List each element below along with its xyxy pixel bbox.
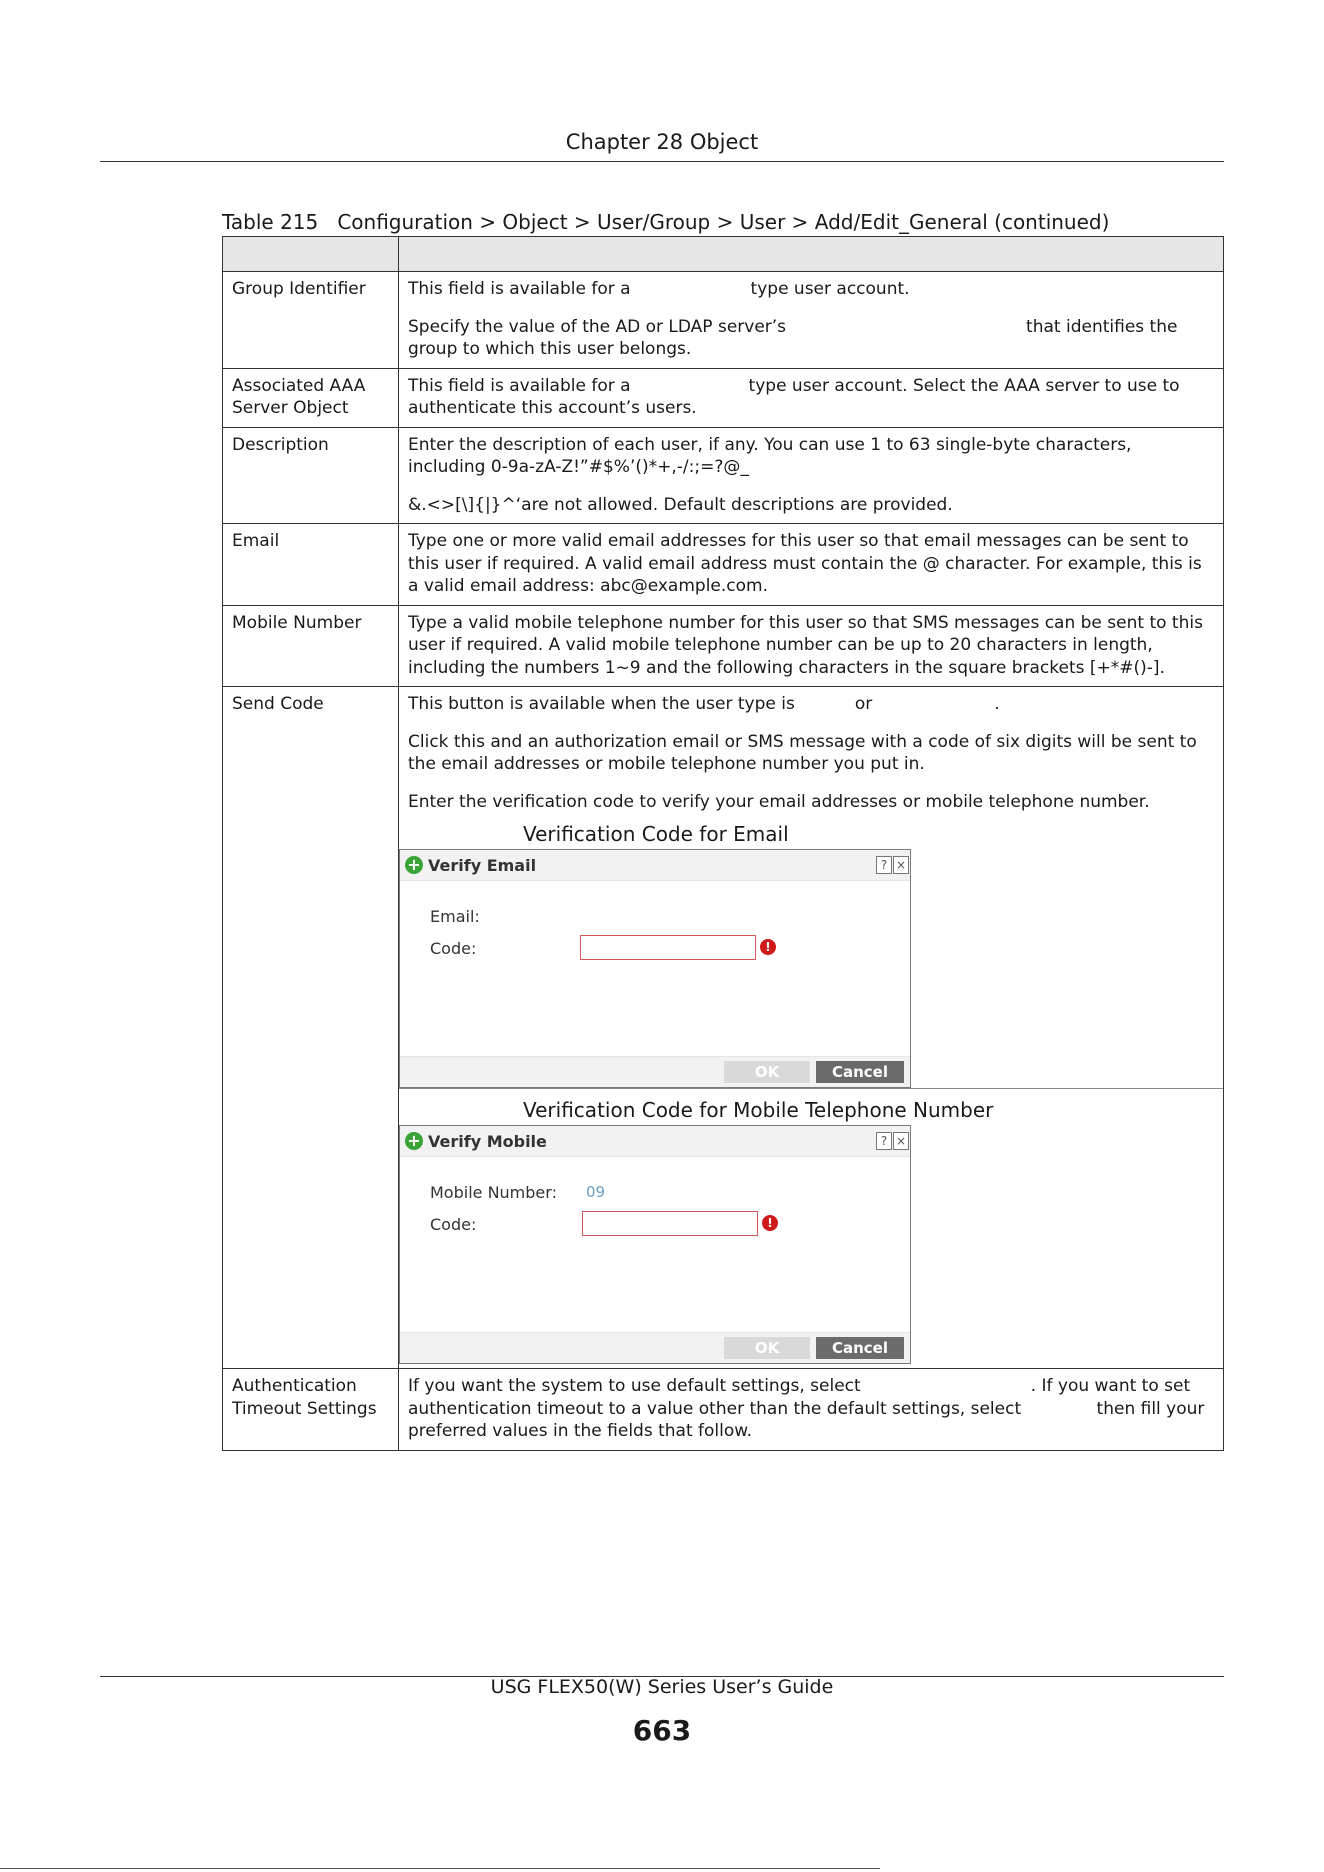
figure-title-email: Verification Code for Email [523,822,789,846]
table-row [223,524,1224,606]
table-row [223,272,1224,369]
table-row [223,1369,1224,1451]
help-icon[interactable]: ? [876,1132,892,1150]
mobile-number-label: Mobile Number: [430,1183,557,1202]
dialog-title: Verify Email [428,856,537,875]
dialog-body [400,881,910,1056]
table-row [223,605,1224,687]
row-label: Description [223,427,399,524]
description-paragraph: Type one or more valid email addresses for this user so that email messages can be sent to this user if required. A valid email address must contain the @ character. For example, this is a valid email address: abc@example.com. [408,531,1202,596]
header-cell-label [223,237,399,272]
page-number: 663 [632,1714,692,1747]
description-paragraph: Click this and an authorization email or SMS message with a code of six digits will be sent to the email addresses or mobile telephone number you put in. [408,731,1197,774]
code-label: Code: [430,1215,477,1234]
description-paragraph: Enter the description of each user, if any. You can use 1 to 63 single-byte characters, including 0-9a-zA-Z!”#$%’()*+,-/:;=?@_ [408,434,1132,477]
guide-title: USG FLEX50(W) Series User’s Guide [490,1676,834,1698]
row-description [399,427,1224,524]
code-input[interactable] [582,1211,758,1236]
description-paragraph: This field is available for a type user account. Select the AAA server to use to authenticate this account’s users. [408,375,1180,418]
email-label: Email: [430,907,480,926]
row-label: Authentication Timeout Settings [223,1369,399,1451]
dialog-footer [400,1056,910,1087]
add-icon: + [405,1132,423,1150]
warning-icon: ! [760,939,776,955]
row-description [399,368,1224,427]
description-paragraph: If you want the system to use default settings, select . If you want to set authentication timeout to a value other than the default settings, select then fill your preferred values in the fields that follow. [408,1376,1205,1441]
code-input[interactable] [580,935,756,960]
table-row [223,687,1224,1369]
dialog-footer [400,1332,910,1363]
add-icon: + [405,856,423,874]
description-paragraph: This button is available when the user type is or . [408,694,1000,714]
row-description [399,1369,1224,1451]
description-paragraph: Specify the value of the AD or LDAP server’s that identifies the group to which this user belongs. [408,316,1178,359]
close-icon[interactable]: × [893,856,909,874]
mobile-number-value: 09 [586,1183,606,1201]
dialog-title-bar [400,850,910,881]
table-caption: Table 215 Configuration > Object > User/Group > User > Add/Edit_General (continued) [222,210,1110,234]
description-paragraph: This field is available for a type user account. [408,279,910,299]
dialog-body [400,1157,910,1332]
ok-button[interactable]: OK [724,1337,810,1359]
row-description [399,524,1224,606]
row-description [399,272,1224,369]
row-label: Email [223,524,399,606]
close-icon[interactable]: × [893,1132,909,1150]
code-label: Code: [430,939,477,958]
figure-title-mobile: Verification Code for Mobile Telephone Number [523,1098,994,1122]
description-paragraph: &.<>[\]{|}^‘are not allowed. Default descriptions are provided. [408,494,953,515]
row-label: Group Identifier [223,272,399,369]
verify-email-dialog [399,849,911,1088]
description-paragraph: Enter the verification code to verify your email addresses or mobile telephone number. [408,791,1150,812]
table-row [223,368,1224,427]
warning-icon: ! [762,1215,778,1231]
bottom-edge-line [0,1868,880,1869]
ok-button[interactable]: OK [724,1061,810,1083]
dialog-title: Verify Mobile [428,1132,547,1151]
cancel-button[interactable]: Cancel [816,1061,904,1083]
field-description-table [222,236,1224,1451]
help-icon[interactable]: ? [876,856,892,874]
header-rule [100,161,1224,162]
cancel-button[interactable]: Cancel [816,1337,904,1359]
row-description [399,687,1224,1369]
figure-divider [399,1088,1223,1089]
table-header-row [223,237,1224,272]
row-label: Associated AAA Server Object [223,368,399,427]
row-label: Mobile Number [223,605,399,687]
verify-mobile-dialog [399,1125,911,1364]
row-label: Send Code [223,687,399,1369]
table-row [223,427,1224,524]
dialog-title-bar [400,1126,910,1157]
page-header-chapter: Chapter 28 Object [565,130,759,154]
description-paragraph: Type a valid mobile telephone number for this user so that SMS messages can be sent to this user if required. A valid mobile telephone number can be up to 20 characters in length, including the numbers 1~9 and the following characters in the square brackets [+*#()-]. [408,612,1203,678]
header-cell-description [399,237,1224,272]
row-description [399,605,1224,687]
